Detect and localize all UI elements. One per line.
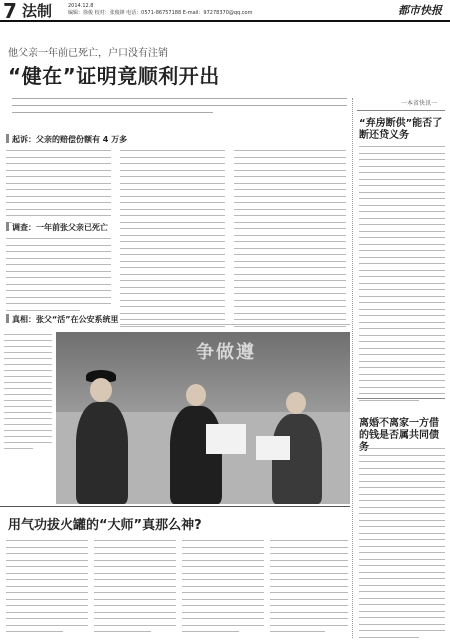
page-header — [0, 0, 450, 22]
text-column — [120, 150, 225, 345]
photo-sign-text: 争做遵 — [196, 342, 256, 363]
sidebar-divider — [357, 398, 445, 399]
news-photo — [56, 332, 350, 504]
right-sidebar — [352, 98, 447, 638]
sidebar-tag: 一本省快讯一 — [401, 100, 438, 107]
header-date: 2014.12.8 — [68, 3, 94, 9]
sidebar-headline: “弃房断供”能否了断还贷义务 — [359, 118, 443, 141]
sidebar-headline-2: 离婚不离家一方借的钱是否属共同债 — [359, 418, 439, 441]
text-column — [6, 238, 111, 316]
text-column — [6, 540, 88, 638]
section-divider — [0, 506, 350, 507]
subhead-truth: 真相：张父“活”在公安系统里 — [12, 315, 119, 324]
subhead-marker — [6, 222, 9, 231]
subhead-investigation: 调查：一年前张父亲已死亡 — [12, 223, 108, 232]
bottom-headline: 用气功拔火罐的“大师”真那么神? — [8, 518, 202, 533]
page-number: 7 — [3, 0, 17, 23]
header-meta — [68, 3, 253, 17]
section-title: 法制 — [22, 2, 53, 20]
text-column — [270, 540, 348, 638]
newspaper-brand: 都市快报 — [398, 4, 442, 17]
sidebar-text — [359, 146, 445, 406]
article-headline: “健在”证明竟顺利开出 — [8, 64, 220, 88]
subhead-marker — [6, 134, 9, 143]
article-kicker: 他父亲一年前已死亡，户口没有注销 — [8, 48, 168, 59]
lead-paragraph — [12, 98, 347, 119]
subhead-marker — [6, 314, 9, 323]
sidebar-text — [359, 448, 445, 640]
text-column — [6, 150, 111, 228]
photo-caption — [4, 334, 52, 454]
text-column — [94, 540, 176, 638]
subhead-lawsuit: 起诉：父亲的赔偿份额有 4 万多 — [12, 135, 128, 144]
text-column — [120, 324, 350, 331]
text-column — [234, 150, 346, 345]
header-editor-line: 编辑：徐俊 校对：张俊锋 电话：0571-86757188 E-mail：97278370@qq.com — [68, 10, 253, 16]
text-column — [182, 540, 264, 638]
